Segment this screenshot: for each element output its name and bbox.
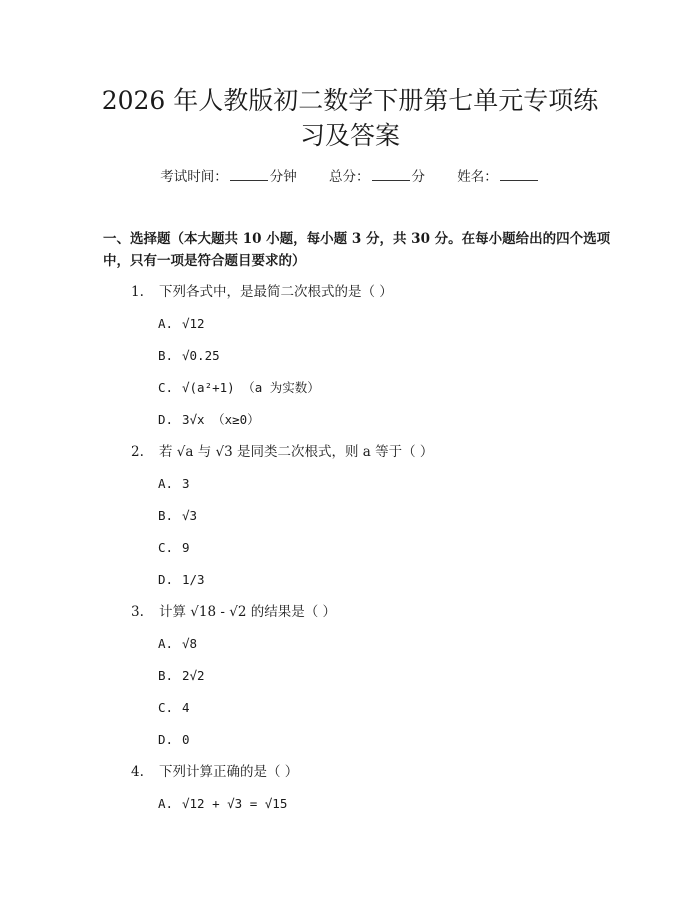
question-4	[131, 762, 298, 782]
option-1d	[158, 410, 260, 430]
option-3c	[158, 698, 190, 718]
name-blank	[500, 167, 538, 181]
option-label: A.	[158, 316, 174, 331]
option-label: D.	[158, 732, 174, 747]
option-text: √0.25	[182, 348, 220, 363]
option-1b	[158, 346, 220, 366]
question-number: 4.	[131, 764, 144, 780]
option-1c	[158, 378, 320, 398]
question-text: 若 √a 与 √3 是同类二次根式，则 a 等于（ ）	[159, 444, 434, 460]
time-blank	[230, 167, 268, 181]
option-label: D.	[158, 412, 174, 427]
section-heading: 一、选择题（本大题共 10 小题，每小题 3 分，共 30 分。在每小题给出的四个选项中，只有一项是符合题目要求的）	[103, 231, 611, 269]
page-title	[70, 83, 630, 153]
option-label: D.	[158, 572, 174, 587]
question-number: 2.	[131, 444, 144, 460]
score-blank	[372, 167, 410, 181]
question-2	[131, 442, 433, 462]
option-3b	[158, 666, 205, 686]
option-label: C.	[158, 380, 174, 395]
question-1	[131, 282, 393, 302]
time-label: 考试时间：	[160, 169, 228, 185]
question-text: 计算 √18 - √2 的结果是（ ）	[159, 604, 336, 620]
option-text: √(a²+1) （a 为实数）	[182, 380, 320, 395]
option-text: 0	[182, 732, 190, 747]
option-text: √12	[182, 316, 205, 331]
option-2b	[158, 506, 197, 526]
option-label: C.	[158, 540, 174, 555]
option-2c	[158, 538, 190, 558]
question-text: 下列计算正确的是（ ）	[159, 764, 299, 780]
option-text: √8	[182, 636, 198, 651]
option-text: 2√2	[182, 668, 205, 683]
option-label: A.	[158, 476, 174, 491]
question-number: 1.	[131, 284, 144, 300]
option-label: B.	[158, 348, 174, 363]
exam-meta	[0, 167, 700, 187]
time-unit: 分钟	[269, 169, 297, 185]
option-label: B.	[158, 508, 174, 523]
option-1a	[158, 314, 205, 334]
question-text: 下列各式中，是最简二次根式的是（ ）	[159, 284, 393, 300]
option-text: 3	[182, 476, 190, 491]
option-text: 4	[182, 700, 190, 715]
option-label: C.	[158, 700, 174, 715]
title-line-1: 2026 年人教版初二数学下册第七单元专项练	[101, 86, 599, 115]
option-4a	[158, 794, 287, 814]
option-label: A.	[158, 636, 174, 651]
option-label: B.	[158, 668, 174, 683]
name-label: 姓名：	[457, 169, 498, 185]
option-text: 9	[182, 540, 190, 555]
option-text: 1/3	[182, 572, 205, 587]
score-unit: 分	[411, 169, 425, 185]
option-text: 3√x （x≥0）	[182, 412, 260, 427]
option-3a	[158, 634, 197, 654]
option-2a	[158, 474, 190, 494]
question-3	[131, 602, 336, 622]
option-text: √12 + √3 = √15	[182, 796, 288, 811]
exam-time	[160, 167, 297, 187]
option-text: √3	[182, 508, 198, 523]
score-label: 总分：	[329, 169, 370, 185]
total-score	[329, 167, 425, 187]
question-number: 3.	[131, 604, 144, 620]
option-3d	[158, 730, 190, 750]
option-2d	[158, 570, 205, 590]
title-line-2: 习及答案	[299, 121, 400, 150]
student-name	[457, 167, 540, 187]
option-label: A.	[158, 796, 174, 811]
